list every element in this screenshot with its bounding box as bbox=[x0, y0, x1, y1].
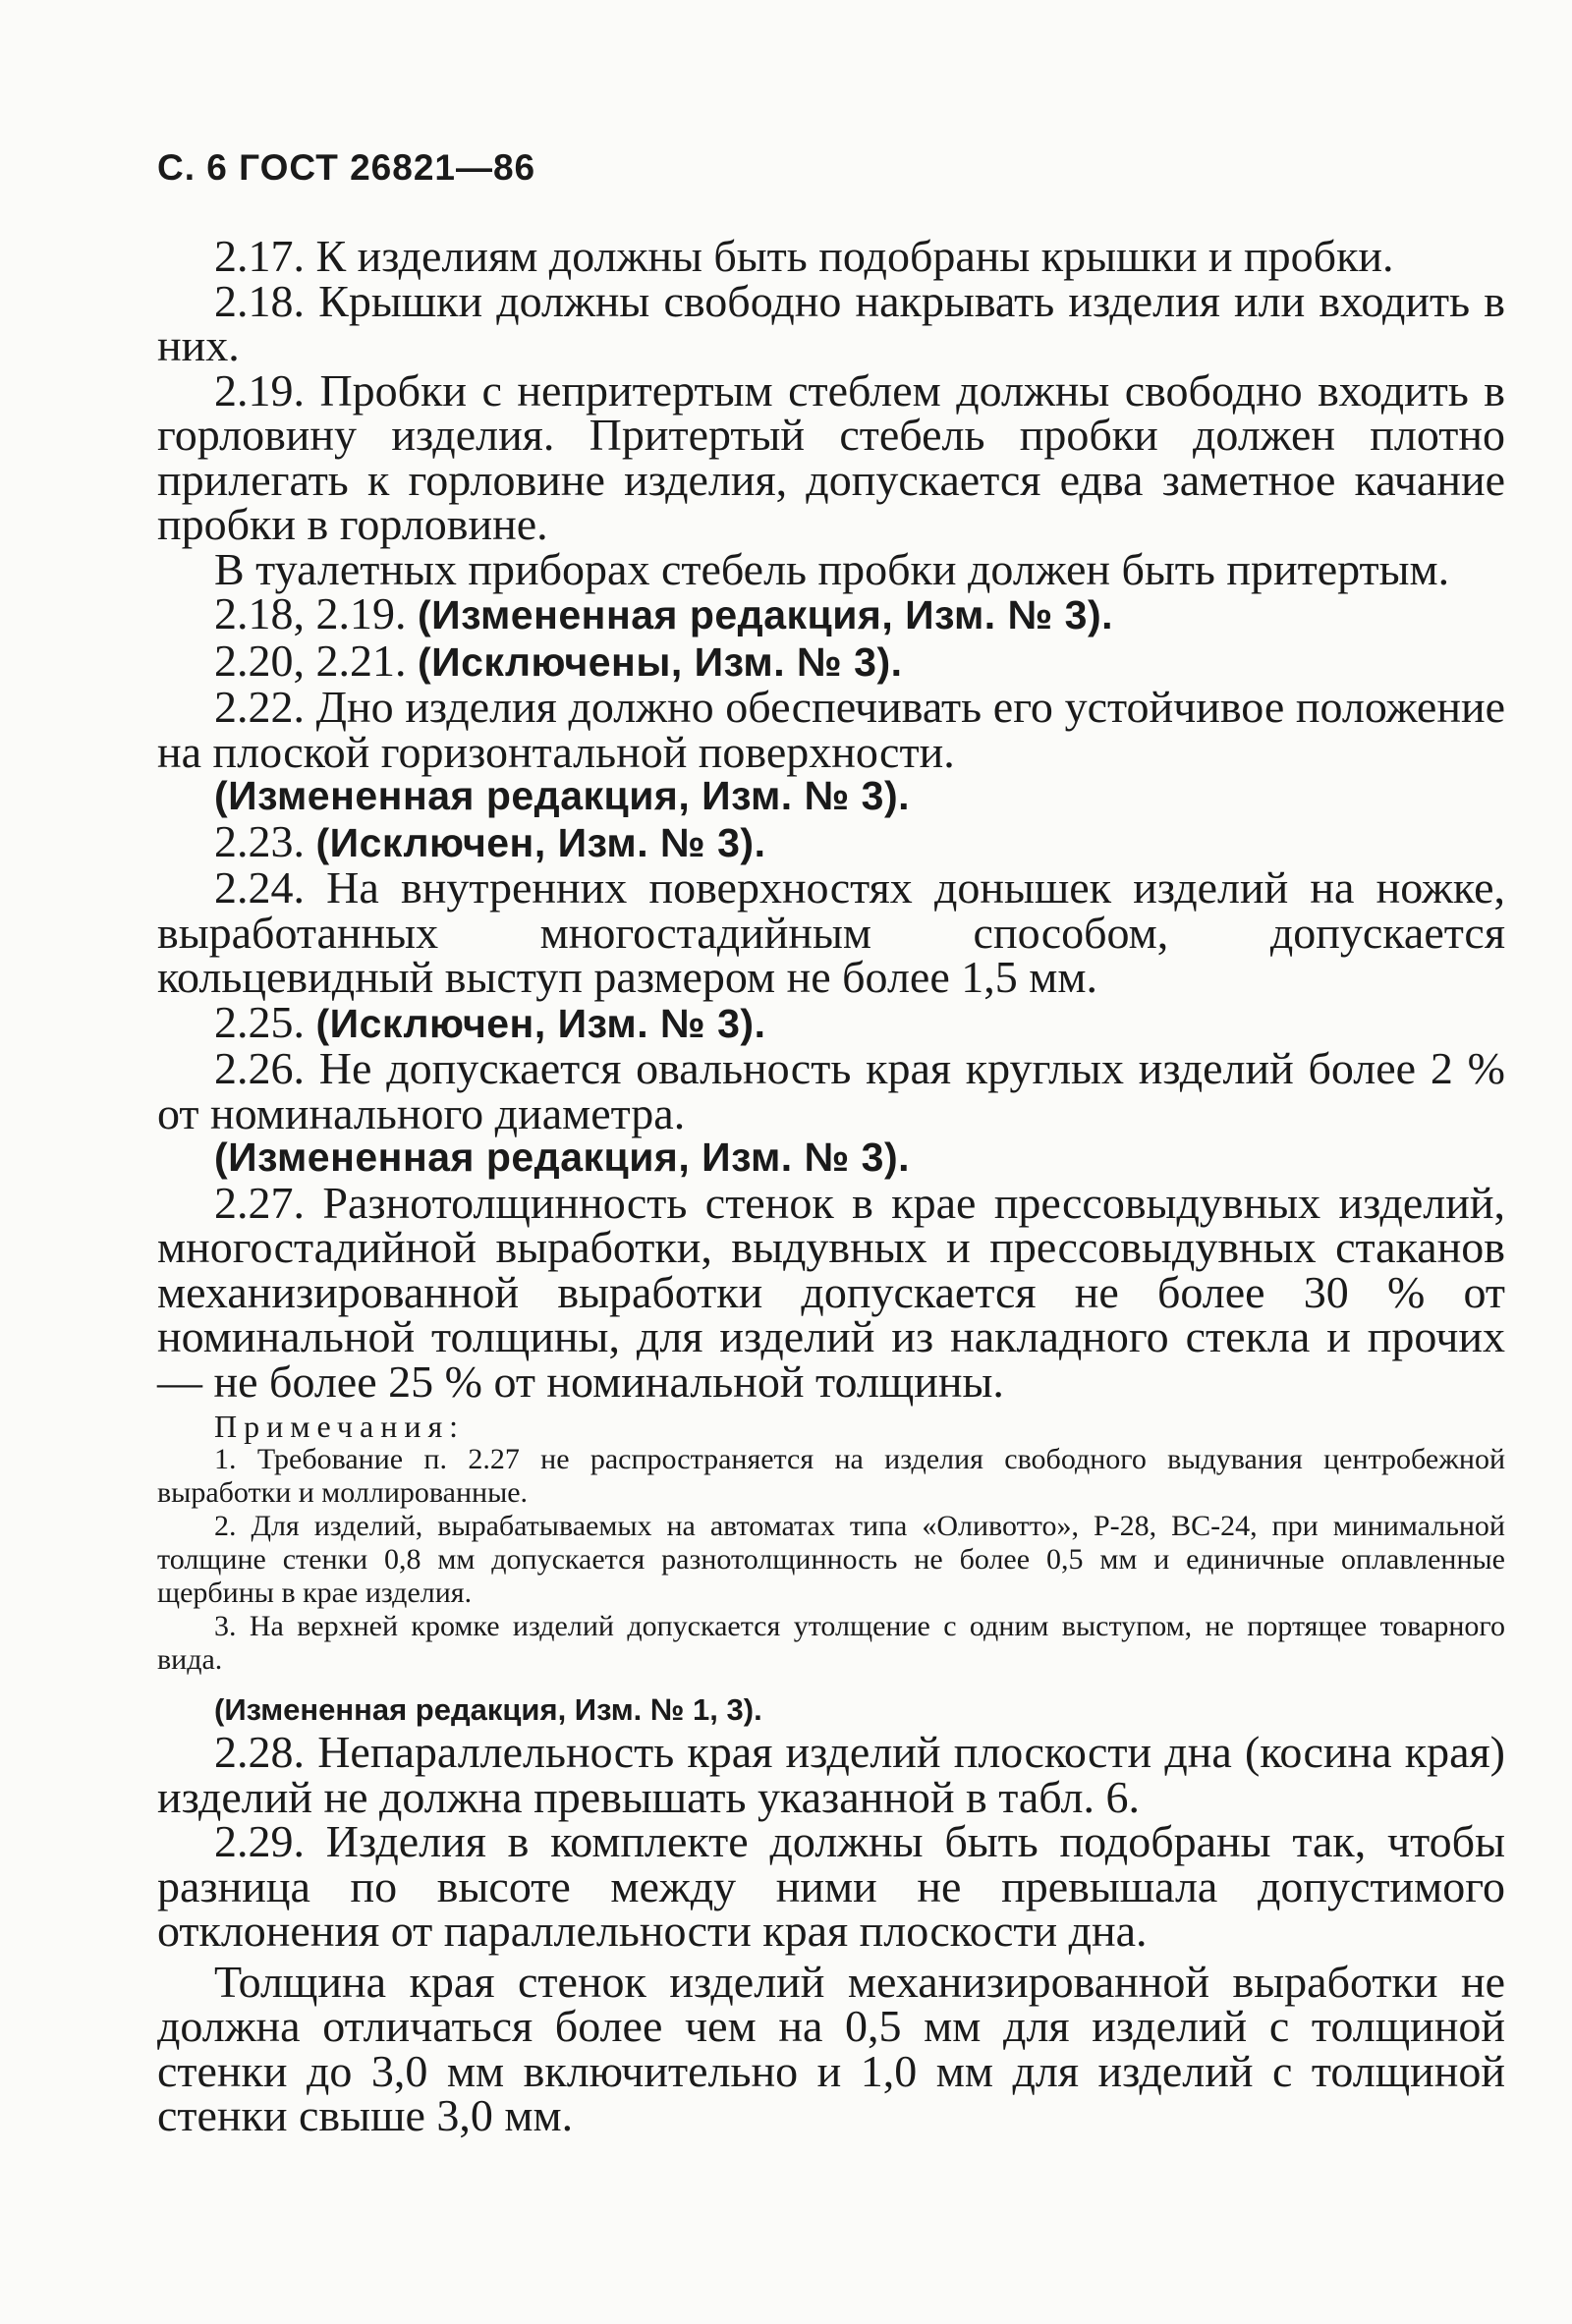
clause-2-29-rim-thickness: Толщина края стенок изделий механизированной выработки не должна отличаться более чем на 0,5 мм для изделий с толщиной стенки до 3,0 мм включительно и 1,0 мм для изделий с толщиной стенки свыше 3,0 мм. bbox=[157, 1956, 1505, 2140]
excluded-clause-number: 2.25. bbox=[214, 996, 305, 1047]
clause-2-19-toilet-sets: В туалетных приборах стебель пробки должен быть притертым. bbox=[214, 543, 1450, 594]
document-body bbox=[157, 231, 1505, 2140]
clause-2-18: 2.18. Крышки должны свободно накрывать изделия или входить в них. bbox=[157, 275, 1505, 370]
page-header: С. 6 ГОСТ 26821—86 bbox=[157, 147, 536, 188]
amendment-2-18-2-19 bbox=[157, 588, 1505, 638]
clause-2-17: 2.17. К изделиям должны быть подобраны крышки и пробки. bbox=[214, 231, 1394, 281]
excluded-note: (Исключены, Изм. № 3). bbox=[418, 638, 903, 685]
excluded-2-25 bbox=[157, 996, 1505, 1047]
amendment-2-27: (Измененная редакция, Изм. № 1, 3). bbox=[214, 1692, 762, 1727]
excluded-clause-numbers: 2.20, 2.21. bbox=[214, 635, 407, 686]
excluded-clause-number: 2.23. bbox=[214, 815, 305, 866]
clause-2-22: 2.22. Дно изделия должно обеспечивать его устойчивое положение на плоской горизонтальной поверхности. bbox=[157, 682, 1505, 777]
excluded-2-23 bbox=[157, 815, 1505, 866]
amendment-2-22: (Измененная редакция, Изм. № 3). bbox=[214, 773, 911, 818]
excluded-note: (Исключен, Изм. № 3). bbox=[315, 819, 766, 865]
amendment-note: (Измененная редакция, Изм. № 3). bbox=[418, 592, 1114, 637]
clause-2-27: 2.27. Разнотолщинность стенок в крае прессовыдувных изделий, многостадийной выработки, выдувных и прессовыдувных стаканов механизированной выработки допускается не более 30 % от номинальной толщины, для изделий из накладного стекла и прочих — не более 25 % от номинальной толщины. bbox=[157, 1177, 1505, 1407]
clause-2-24: 2.24. На внутренних поверхностях донышек изделий на ножке, выработанных многостадийным способом, допускается кольцевидный выступ размером не более 1,5 мм. bbox=[157, 862, 1505, 1002]
amendment-clause-numbers: 2.18, 2.19. bbox=[214, 588, 407, 638]
clause-2-29: 2.29. Изделия в комплекте должны быть подобраны так, чтобы разница по высоте между ними не превышала допустимого отклонения от параллельности края плоскости дна. bbox=[157, 1816, 1505, 1956]
note-3: 3. На верхней кромке изделий допускается утолщение с одним выступом, не портящее товарного вида. bbox=[157, 1610, 1505, 1676]
clause-2-28: 2.28. Непараллельность края изделий плоскости дна (косина края) изделий не должна превышать указанной в табл. 6. bbox=[157, 1727, 1505, 1822]
excluded-note: (Исключен, Изм. № 3). bbox=[315, 1000, 766, 1046]
notes-title: Примечания: bbox=[214, 1409, 466, 1444]
clause-2-19: 2.19. Пробки с непритертым стеблем должны свободно входить в горловину изделия. Притертый стебель пробки должен плотно прилегать к горловине изделия, допускается едва заметное качание пробки в горловине. bbox=[157, 364, 1505, 549]
clause-2-26: 2.26. Не допускается овальность края круглых изделий более 2 % от номинального диаметра. bbox=[157, 1043, 1505, 1138]
note-2: 2. Для изделий, вырабатываемых на автоматах типа «Оливотто», Р-28, ВС-24, при минимальной толщине стенки 0,8 мм допускается разнотолщинность не более 0,5 мм и единичные оплавленные щербины в крае изделия. bbox=[157, 1510, 1505, 1609]
excluded-2-20-2-21 bbox=[157, 635, 1505, 686]
note-1: 1. Требование п. 2.27 не распространяется на изделия свободного выдувания центробежной выработки и моллированные. bbox=[157, 1443, 1505, 1509]
amendment-2-26: (Измененная редакция, Изм. № 3). bbox=[214, 1134, 911, 1180]
